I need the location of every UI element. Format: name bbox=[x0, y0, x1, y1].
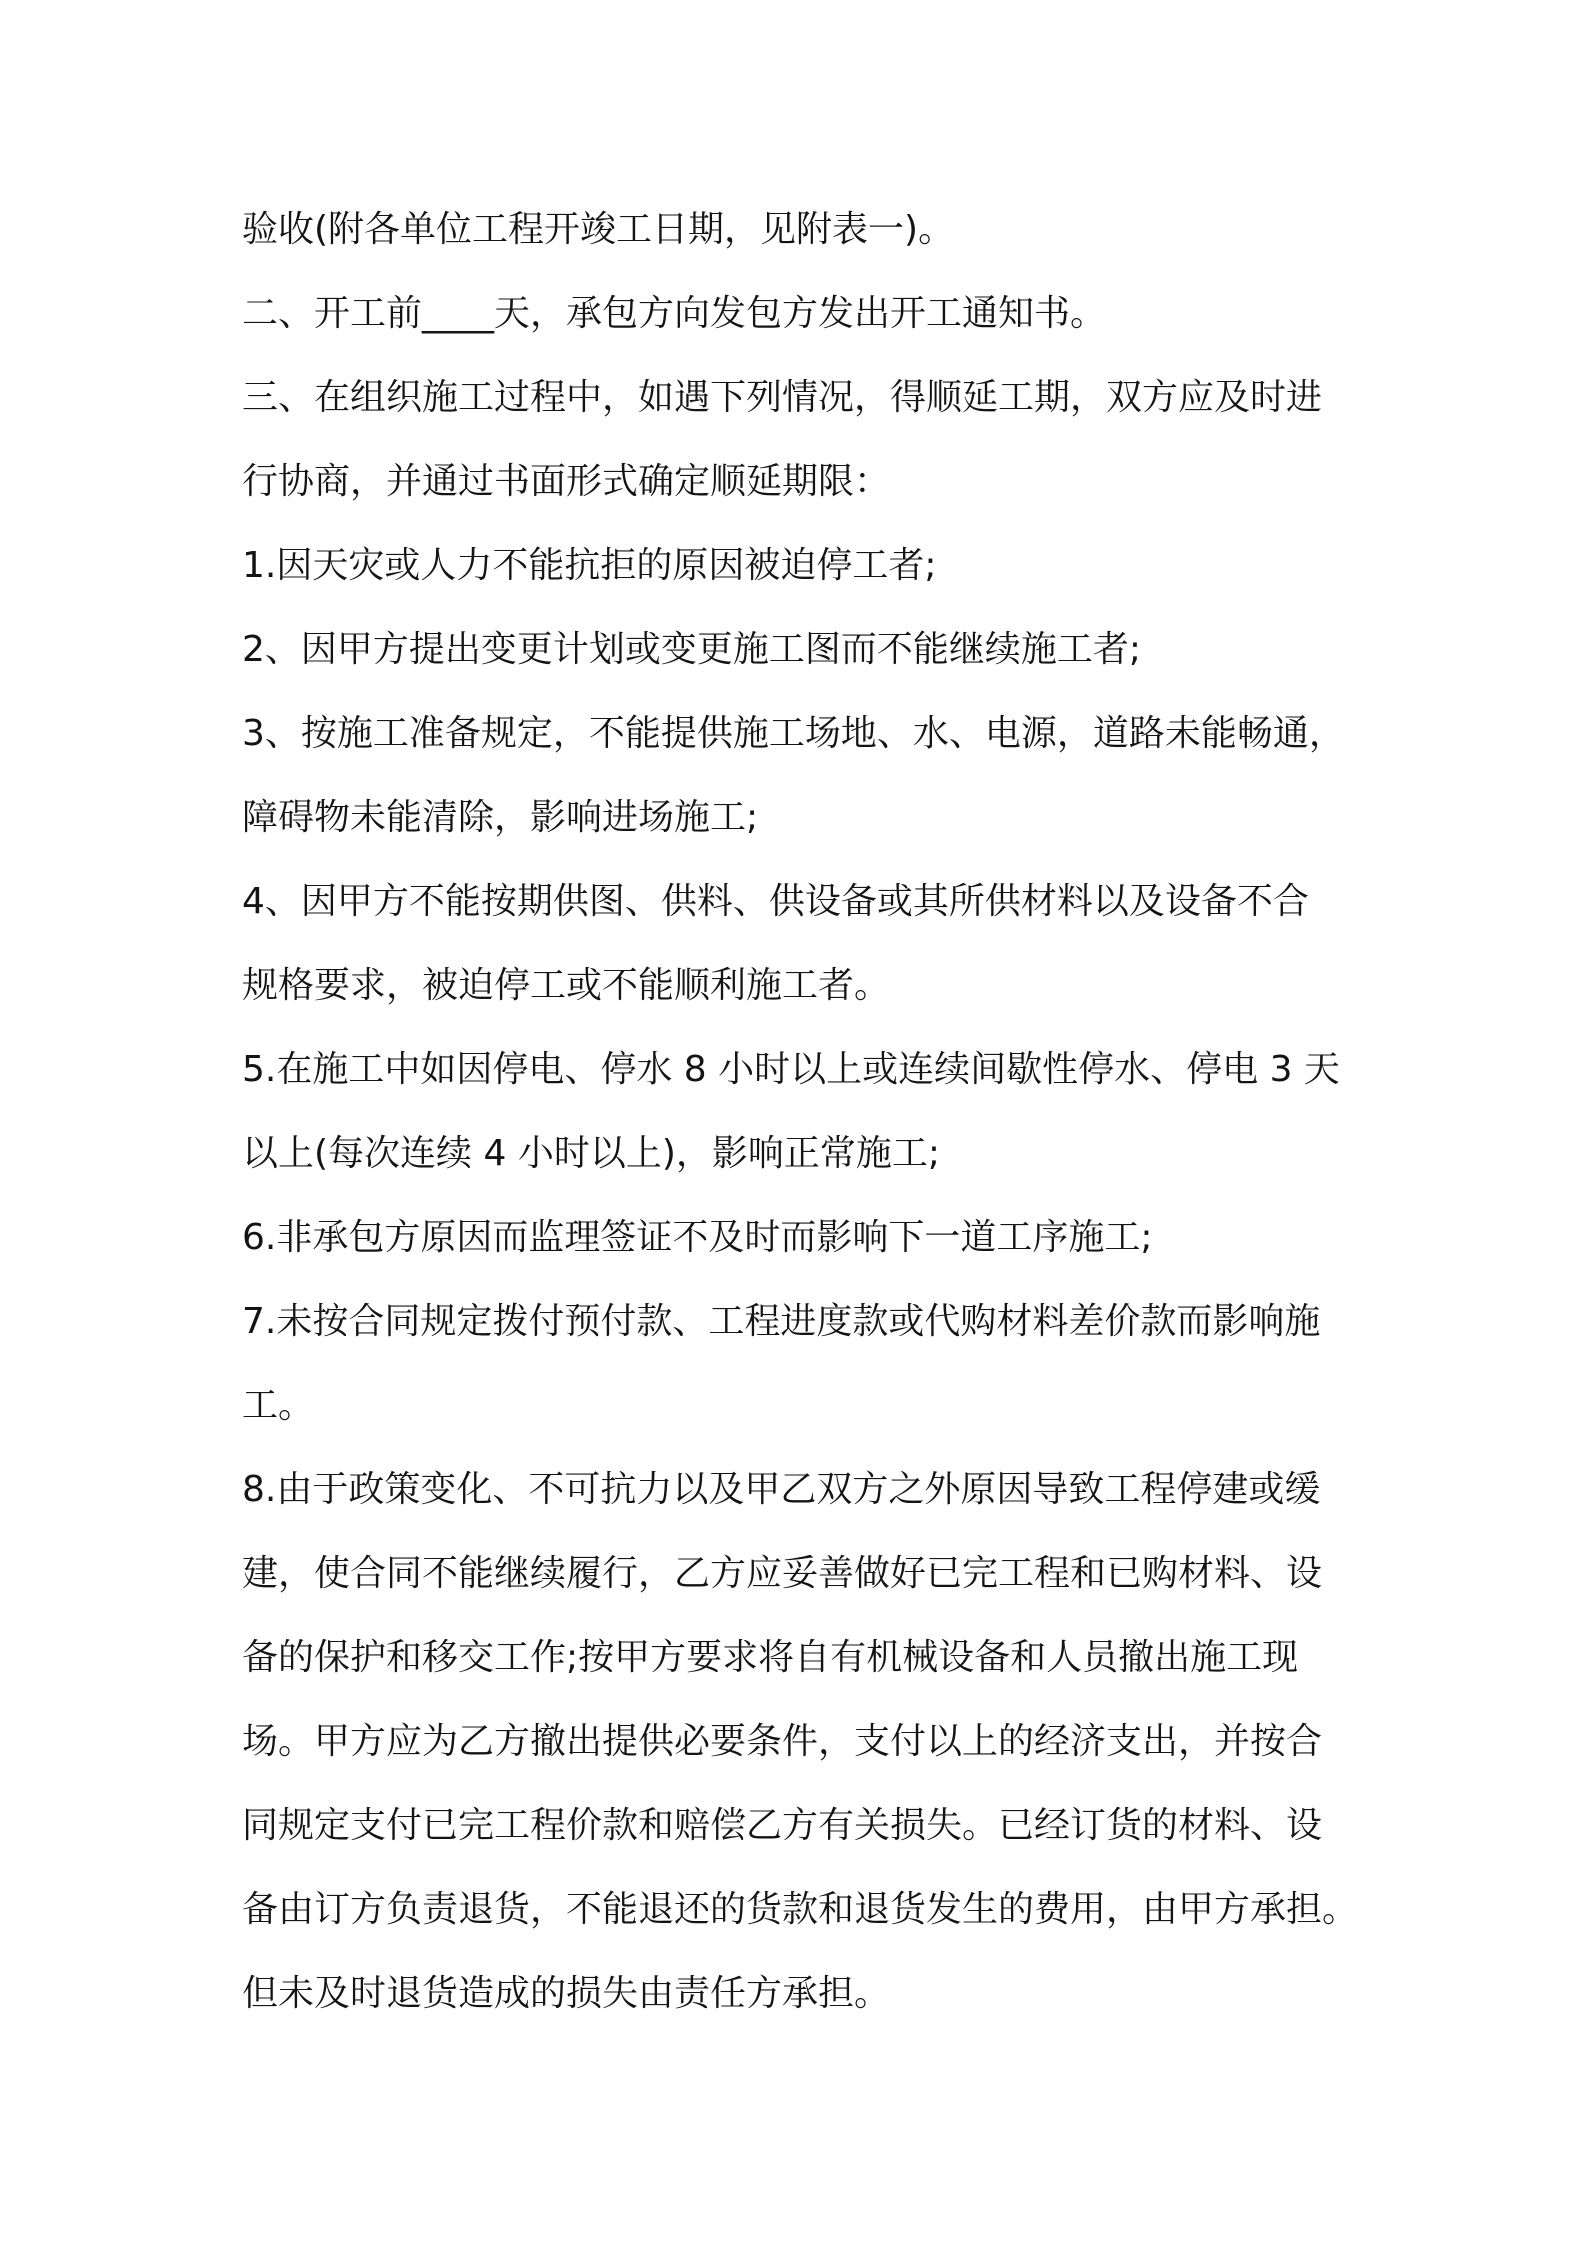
text-line: 2、因甲方提出变更计划或变更施工图而不能继续施工者; bbox=[242, 629, 1142, 670]
document-body bbox=[242, 188, 1372, 2036]
text-line: 4、因甲方不能按期供图、供料、供设备或其所供材料以及设备不合 bbox=[242, 881, 1309, 922]
text-line: 6.非承包方原因而监理签证不及时而影响下一道工序施工; bbox=[242, 1217, 1153, 1258]
text-line: 以上(每次连续 4 小时以上)，影响正常施工; bbox=[242, 1133, 941, 1174]
text-line: 障碍物未能清除，影响进场施工; bbox=[242, 797, 759, 838]
text-line: 二、开工前____天，承包方向发包方发出开工通知书。 bbox=[242, 293, 1107, 334]
text-line: 验收(附各单位工程开竣工日期，见附表一)。 bbox=[242, 209, 955, 250]
text-line: 1.因天灾或人力不能抗拒的原因被迫停工者; bbox=[242, 545, 937, 586]
text-line: 备由订方负责退货，不能退还的货款和退货发生的费用，由甲方承担。 bbox=[242, 1889, 1359, 1930]
text-line: 5.在施工中如因停电、停水 8 小时以上或连续间歇性停水、停电 3 天 bbox=[242, 1049, 1340, 1090]
text-line: 但未及时退货造成的损失由责任方承担。 bbox=[242, 1973, 891, 2014]
text-line: 场。甲方应为乙方撤出提供必要条件，支付以上的经济支出，并按合 bbox=[242, 1721, 1323, 1762]
text-line: 8.由于政策变化、不可抗力以及甲乙双方之外原因导致工程停建或缓 bbox=[242, 1469, 1321, 1510]
text-line: 7.未按合同规定拨付预付款、工程进度款或代购材料差价款而影响施 bbox=[242, 1301, 1321, 1342]
text-line: 同规定支付已完工程价款和赔偿乙方有关损失。已经订货的材料、设 bbox=[242, 1805, 1323, 1846]
text-line: 三、在组织施工过程中，如遇下列情况，得顺延工期，双方应及时进 bbox=[242, 377, 1323, 418]
text-line: 建，使合同不能继续履行，乙方应妥善做好已完工程和已购材料、设 bbox=[242, 1553, 1323, 1594]
text-line: 3、按施工准备规定，不能提供施工场地、水、电源，道路未能畅通， bbox=[242, 713, 1345, 754]
text-line: 规格要求，被迫停工或不能顺利施工者。 bbox=[242, 965, 891, 1006]
text-line: 备的保护和移交工作;按甲方要求将自有机械设备和人员撤出施工现 bbox=[242, 1637, 1299, 1678]
text-line: 工。 bbox=[242, 1385, 315, 1426]
text-line: 行协商，并通过书面形式确定顺延期限： bbox=[242, 461, 891, 502]
